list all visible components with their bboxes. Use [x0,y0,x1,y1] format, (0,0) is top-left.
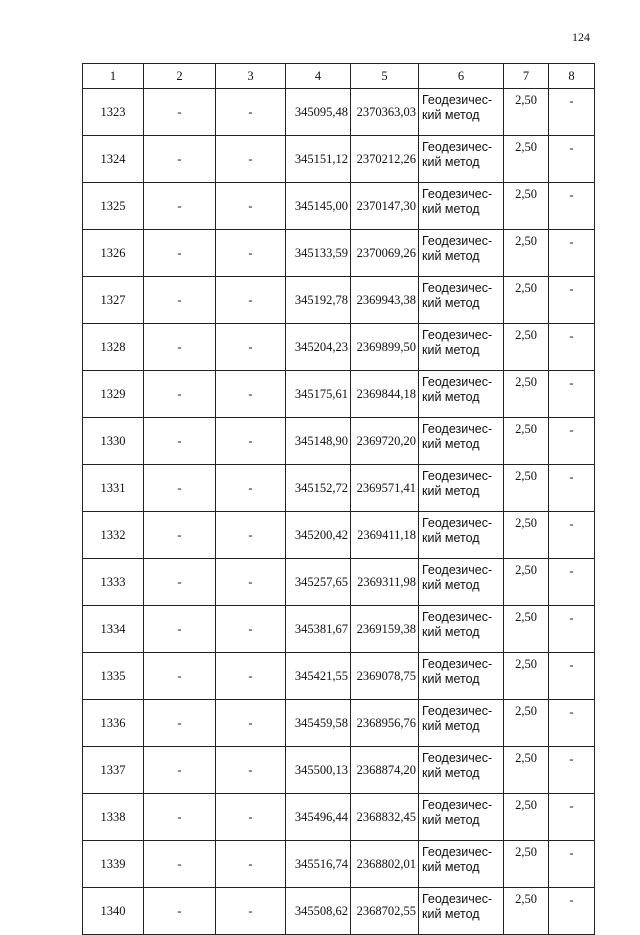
x-coordinate-cell: 345496,44 [286,794,351,841]
x-coordinate-cell: 345175,61 [286,371,351,418]
accuracy-cell: 2,50 [504,653,549,700]
column-8-cell: - [549,700,595,747]
accuracy-cell: 2,50 [504,747,549,794]
method-text-line-1: Геодезичес- [422,375,493,389]
method-text-line-2: кий метод [422,155,480,169]
method-text-line-2: кий метод [422,202,480,216]
method-cell [419,324,504,371]
method-text-line-2: кий метод [422,860,480,874]
y-coordinate-cell: 2369844,18 [351,371,419,418]
method-cell [419,606,504,653]
method-text-line-1: Геодезичес- [422,610,493,624]
table-row [83,183,595,230]
column-header: 8 [549,64,595,89]
accuracy-cell: 2,50 [504,418,549,465]
method-cell [419,794,504,841]
column-3-cell: - [216,559,286,606]
column-3-cell: - [216,324,286,371]
method-text-line-1: Геодезичес- [422,657,493,671]
column-3-cell: - [216,700,286,747]
method-text-line-1: Геодезичес- [422,140,493,154]
column-3-cell: - [216,653,286,700]
y-coordinate-cell: 2369159,38 [351,606,419,653]
y-coordinate-cell: 2368832,45 [351,794,419,841]
method-text-line-1: Геодезичес- [422,469,493,483]
x-coordinate-cell: 345508,62 [286,888,351,935]
column-2-cell: - [144,136,216,183]
table-header-row [83,64,595,89]
y-coordinate-cell: 2370363,03 [351,89,419,136]
method-cell [419,418,504,465]
x-coordinate-cell: 345151,12 [286,136,351,183]
table-row [83,512,595,559]
column-8-cell: - [549,136,595,183]
method-text-line-2: кий метод [422,296,480,310]
table-row [83,230,595,277]
column-2-cell: - [144,653,216,700]
method-text-line-1: Геодезичес- [422,93,493,107]
y-coordinate-cell: 2370147,30 [351,183,419,230]
x-coordinate-cell: 345095,48 [286,89,351,136]
column-2-cell: - [144,277,216,324]
x-coordinate-cell: 345421,55 [286,653,351,700]
method-cell [419,888,504,935]
x-coordinate-cell: 345459,58 [286,700,351,747]
accuracy-cell: 2,50 [504,841,549,888]
point-number-cell: 1325 [83,183,144,230]
method-cell [419,183,504,230]
method-text-line-1: Геодезичес- [422,704,493,718]
column-2-cell: - [144,183,216,230]
table-row [83,888,595,935]
method-text-line-2: кий метод [422,249,480,263]
x-coordinate-cell: 345200,42 [286,512,351,559]
method-text-line-2: кий метод [422,578,480,592]
x-coordinate-cell: 345133,59 [286,230,351,277]
method-text-line-2: кий метод [422,531,480,545]
column-8-cell: - [549,230,595,277]
accuracy-cell: 2,50 [504,794,549,841]
method-text-line-2: кий метод [422,907,480,921]
column-2-cell: - [144,465,216,512]
accuracy-cell: 2,50 [504,183,549,230]
x-coordinate-cell: 345500,13 [286,747,351,794]
method-text-line-2: кий метод [422,672,480,686]
y-coordinate-cell: 2369943,38 [351,277,419,324]
coordinates-table [82,63,595,935]
method-cell [419,371,504,418]
column-3-cell: - [216,465,286,512]
accuracy-cell: 2,50 [504,465,549,512]
table-row [83,324,595,371]
column-8-cell: - [549,371,595,418]
x-coordinate-cell: 345152,72 [286,465,351,512]
method-text-line-2: кий метод [422,108,480,122]
method-cell [419,277,504,324]
accuracy-cell: 2,50 [504,512,549,559]
column-3-cell: - [216,747,286,794]
accuracy-cell: 2,50 [504,559,549,606]
table-row [83,371,595,418]
y-coordinate-cell: 2369411,18 [351,512,419,559]
column-8-cell: - [549,653,595,700]
method-text-line-1: Геодезичес- [422,328,493,342]
x-coordinate-cell: 345381,67 [286,606,351,653]
column-8-cell: - [549,794,595,841]
column-8-cell: - [549,324,595,371]
method-text-line-1: Геодезичес- [422,422,493,436]
column-3-cell: - [216,841,286,888]
x-coordinate-cell: 345145,00 [286,183,351,230]
column-8-cell: - [549,89,595,136]
method-cell [419,747,504,794]
x-coordinate-cell: 345204,23 [286,324,351,371]
column-3-cell: - [216,89,286,136]
y-coordinate-cell: 2368874,20 [351,747,419,794]
table-row [83,841,595,888]
method-text-line-2: кий метод [422,343,480,357]
accuracy-cell: 2,50 [504,324,549,371]
method-cell [419,559,504,606]
x-coordinate-cell: 345148,90 [286,418,351,465]
table-row [83,747,595,794]
point-number-cell: 1331 [83,465,144,512]
column-header: 7 [504,64,549,89]
column-2-cell: - [144,371,216,418]
method-text-line-2: кий метод [422,813,480,827]
column-2-cell: - [144,794,216,841]
method-cell [419,136,504,183]
column-header: 5 [351,64,419,89]
point-number-cell: 1328 [83,324,144,371]
column-2-cell: - [144,700,216,747]
point-number-cell: 1338 [83,794,144,841]
column-header: 3 [216,64,286,89]
column-8-cell: - [549,512,595,559]
method-cell [419,700,504,747]
point-number-cell: 1336 [83,700,144,747]
column-3-cell: - [216,418,286,465]
method-text-line-1: Геодезичес- [422,281,493,295]
column-8-cell: - [549,841,595,888]
table-row [83,606,595,653]
column-8-cell: - [549,465,595,512]
y-coordinate-cell: 2368802,01 [351,841,419,888]
point-number-cell: 1323 [83,89,144,136]
method-text-line-1: Геодезичес- [422,187,493,201]
method-text-line-2: кий метод [422,390,480,404]
method-cell [419,653,504,700]
column-8-cell: - [549,559,595,606]
x-coordinate-cell: 345257,65 [286,559,351,606]
page-number: 124 [572,30,590,44]
column-2-cell: - [144,230,216,277]
x-coordinate-cell: 345192,78 [286,277,351,324]
method-text-line-2: кий метод [422,437,480,451]
method-cell [419,841,504,888]
y-coordinate-cell: 2369720,20 [351,418,419,465]
column-2-cell: - [144,324,216,371]
method-cell [419,230,504,277]
y-coordinate-cell: 2368956,76 [351,700,419,747]
point-number-cell: 1329 [83,371,144,418]
method-cell [419,465,504,512]
table-row [83,559,595,606]
method-text-line-1: Геодезичес- [422,751,493,765]
method-cell [419,512,504,559]
x-coordinate-cell: 345516,74 [286,841,351,888]
table-row [83,700,595,747]
y-coordinate-cell: 2370212,26 [351,136,419,183]
column-3-cell: - [216,277,286,324]
method-text-line-1: Геодезичес- [422,563,493,577]
table-row [83,794,595,841]
column-2-cell: - [144,888,216,935]
point-number-cell: 1333 [83,559,144,606]
point-number-cell: 1326 [83,230,144,277]
column-3-cell: - [216,136,286,183]
column-8-cell: - [549,277,595,324]
accuracy-cell: 2,50 [504,606,549,653]
accuracy-cell: 2,50 [504,136,549,183]
point-number-cell: 1339 [83,841,144,888]
column-8-cell: - [549,747,595,794]
point-number-cell: 1334 [83,606,144,653]
table-row [83,418,595,465]
column-3-cell: - [216,888,286,935]
column-2-cell: - [144,89,216,136]
method-text-line-1: Геодезичес- [422,845,493,859]
point-number-cell: 1324 [83,136,144,183]
accuracy-cell: 2,50 [504,700,549,747]
column-3-cell: - [216,230,286,277]
column-2-cell: - [144,841,216,888]
accuracy-cell: 2,50 [504,230,549,277]
method-text-line-1: Геодезичес- [422,892,493,906]
column-2-cell: - [144,512,216,559]
column-8-cell: - [549,418,595,465]
method-text-line-2: кий метод [422,484,480,498]
point-number-cell: 1337 [83,747,144,794]
point-number-cell: 1332 [83,512,144,559]
column-header: 4 [286,64,351,89]
column-3-cell: - [216,794,286,841]
point-number-cell: 1330 [83,418,144,465]
column-2-cell: - [144,559,216,606]
column-3-cell: - [216,371,286,418]
column-8-cell: - [549,183,595,230]
column-3-cell: - [216,606,286,653]
column-header: 2 [144,64,216,89]
column-header: 1 [83,64,144,89]
method-text-line-1: Геодезичес- [422,234,493,248]
accuracy-cell: 2,50 [504,277,549,324]
y-coordinate-cell: 2369571,41 [351,465,419,512]
table-row [83,465,595,512]
point-number-cell: 1335 [83,653,144,700]
y-coordinate-cell: 2369899,50 [351,324,419,371]
table-row [83,89,595,136]
method-text-line-1: Геодезичес- [422,516,493,530]
y-coordinate-cell: 2369311,98 [351,559,419,606]
y-coordinate-cell: 2369078,75 [351,653,419,700]
column-header: 6 [419,64,504,89]
column-8-cell: - [549,606,595,653]
method-text-line-2: кий метод [422,766,480,780]
point-number-cell: 1327 [83,277,144,324]
table-row [83,277,595,324]
method-text-line-2: кий метод [422,625,480,639]
accuracy-cell: 2,50 [504,89,549,136]
column-2-cell: - [144,418,216,465]
y-coordinate-cell: 2368702,55 [351,888,419,935]
column-3-cell: - [216,512,286,559]
column-2-cell: - [144,606,216,653]
method-cell [419,89,504,136]
column-8-cell: - [549,888,595,935]
accuracy-cell: 2,50 [504,888,549,935]
table-row [83,136,595,183]
accuracy-cell: 2,50 [504,371,549,418]
y-coordinate-cell: 2370069,26 [351,230,419,277]
column-2-cell: - [144,747,216,794]
column-3-cell: - [216,183,286,230]
method-text-line-1: Геодезичес- [422,798,493,812]
table-row [83,653,595,700]
method-text-line-2: кий метод [422,719,480,733]
point-number-cell: 1340 [83,888,144,935]
